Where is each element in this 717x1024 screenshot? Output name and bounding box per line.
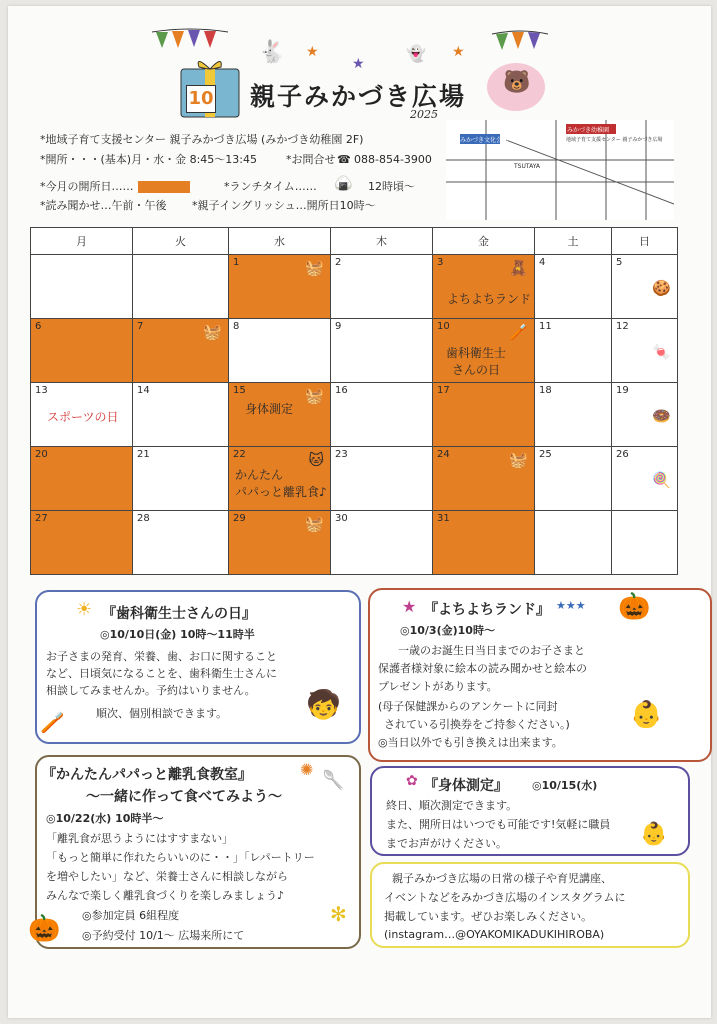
calendar-event: スポーツの日 <box>47 410 119 424</box>
map-label-right: みかづき幼稚園 <box>567 127 610 134</box>
shintai-title: 『身体測定』 <box>424 778 508 794</box>
info-contact-label: *お問合せ <box>286 153 336 166</box>
calendar-week <box>31 319 678 383</box>
weekday-6: 日 <box>612 228 678 255</box>
day-number: 26 <box>616 449 629 460</box>
weekday-2: 水 <box>229 228 331 255</box>
rinyu-line: 「もっと簡単に作れたらいいのに・・」「レパートリー <box>46 851 315 864</box>
dental-title: 『歯科衛生士さんの日』 <box>102 606 256 622</box>
info-hours: *開所・・・(基本)月・水・金 8:45〜13:45 <box>40 153 257 166</box>
calendar-day <box>433 511 535 575</box>
day-number: 14 <box>137 385 150 396</box>
weekday-3: 木 <box>331 228 433 255</box>
calendar-day <box>31 255 133 319</box>
day-number: 15 <box>233 385 246 396</box>
rinyu-title: 『かんたんパパっと離乳食教室』 <box>42 767 252 783</box>
calendar-event: よちよちランド <box>447 292 532 306</box>
calendar-day <box>535 383 612 447</box>
dental-line: お子さまの発育、栄養、歯、お口に関すること <box>46 650 277 663</box>
bear-face-icon: 🐻 <box>503 70 531 95</box>
child-icon: 🧒 <box>306 688 341 721</box>
bunting-right-icon <box>490 28 550 68</box>
calendar-day <box>433 255 535 319</box>
calendar-day <box>31 319 133 383</box>
calendar-day <box>31 511 133 575</box>
map-sublabel-right: 地域子育て支援センター 親子みかづき広場 <box>566 137 663 143</box>
day-number: 9 <box>335 321 342 332</box>
day-illustration-icon: 🍭 <box>652 471 671 489</box>
day-number: 31 <box>437 513 450 524</box>
calendar-day <box>331 319 433 383</box>
day-number: 10 <box>437 321 450 332</box>
shintai-line: 終日、順次測定できます。 <box>386 799 518 812</box>
day-illustration-icon: 🐱 <box>308 451 324 469</box>
year: 2025 <box>410 108 438 121</box>
calendar-week <box>31 447 678 511</box>
yochiyochi-title: 『よちよちランド』 <box>424 602 550 618</box>
rinyu-subtitle: 〜一緒に作って食べてみよう〜 <box>86 789 282 805</box>
weekday-5: 土 <box>535 228 612 255</box>
sun-icon: ☀ <box>76 599 93 620</box>
calendar-day <box>535 255 612 319</box>
instagram-handle[interactable]: (instagram…@OYAKOMIKADUKIHIROBA) <box>384 928 605 941</box>
star-icon: ★ <box>452 44 465 60</box>
rinyu-line: を増やしたい」など、栄養士さんに相談しながら <box>46 870 288 883</box>
day-illustration-icon: 🧺 <box>203 323 222 341</box>
day-number: 29 <box>233 513 246 524</box>
info-open-days: *今月の開所日…… <box>40 179 190 195</box>
calendar-week <box>31 383 678 447</box>
info-reading: *読み聞かせ…午前・午後 <box>40 199 167 212</box>
day-number: 19 <box>616 385 629 396</box>
yochiyochi-line: 一歳のお誕生日当日までのお子さまと <box>398 644 585 657</box>
rinyu-date: ◎10/22(水) 10時半〜 <box>46 812 164 825</box>
calendar-week <box>31 255 678 319</box>
day-illustration-icon: 🧺 <box>305 259 324 277</box>
calendar-day <box>433 319 535 383</box>
calendar-event: かんたん パパっと離乳食♪ <box>235 468 327 499</box>
calendar-day <box>331 447 433 511</box>
info-english: *親子イングリッシュ…開所日10時〜 <box>192 199 376 212</box>
info-lunch-time: 12時頃〜 <box>368 180 415 193</box>
calendar-day <box>612 383 678 447</box>
baby-reading-icon: 👶 <box>630 700 663 730</box>
day-number: 1 <box>233 257 240 268</box>
rinyu-line: 「離乳食が思うようにはすすまない」 <box>46 832 234 845</box>
yochiyochi-line: (母子保健課からのアンケートに同封 <box>378 700 558 713</box>
day-number: 30 <box>335 513 348 524</box>
dental-line: 順次、個別相談できます。 <box>96 707 228 720</box>
day-number: 22 <box>233 449 246 460</box>
calendar-day <box>535 319 612 383</box>
calendar-day <box>31 383 133 447</box>
day-illustration-icon: 🍪 <box>652 279 671 297</box>
calendar-event: 歯科衛生士 さんの日 <box>445 346 506 377</box>
calendar-week <box>31 511 678 575</box>
day-illustration-icon: 🪥 <box>509 323 528 341</box>
pumpkin-icon: 🎃 <box>28 914 61 944</box>
ghost-icon: 👻 <box>406 44 426 63</box>
shintai-line: までお声がけください。 <box>386 837 507 850</box>
day-number: 23 <box>335 449 348 460</box>
star-icon: ★ <box>352 56 365 72</box>
day-number: 7 <box>137 321 144 332</box>
day-illustration-icon: 🍩 <box>652 407 671 425</box>
day-number: 8 <box>233 321 240 332</box>
calendar-day <box>31 447 133 511</box>
map-road-label: TSUTAYA <box>514 163 541 170</box>
day-number: 25 <box>539 449 552 460</box>
instagram-line: 掲載しています。ぜひお楽しみください。 <box>384 910 593 923</box>
calendar-grid <box>30 227 678 575</box>
calendar-day <box>229 383 331 447</box>
calendar-day <box>229 447 331 511</box>
rinyu-line: ◎参加定員 6組程度 <box>82 909 180 922</box>
sparkle-icon: ✺ <box>300 760 314 779</box>
phone-icon: ☎ <box>337 153 351 166</box>
weekday-4: 金 <box>433 228 535 255</box>
day-number: 28 <box>137 513 150 524</box>
calendar-day <box>133 319 229 383</box>
baby-crawl-icon: 👶 <box>640 822 668 847</box>
page-title: 親子みかづき広場 <box>250 82 467 111</box>
info-phone: 088-854-3900 <box>354 153 432 166</box>
stars-icon: ★★★ <box>556 599 586 612</box>
sparkle-icon: ✻ <box>330 902 347 926</box>
day-number: 3 <box>437 257 444 268</box>
star-icon: ★ <box>306 44 319 60</box>
day-illustration-icon: 🧸 <box>509 259 528 277</box>
calendar-day <box>612 319 678 383</box>
calendar-day <box>229 319 331 383</box>
day-number: 21 <box>137 449 150 460</box>
calendar-day <box>331 511 433 575</box>
lunch-icon: 🍙 <box>334 174 353 192</box>
yochiyochi-line: されている引換券をご持参ください。) <box>384 718 570 731</box>
calendar-day <box>433 383 535 447</box>
weekday-0: 月 <box>31 228 133 255</box>
yochiyochi-line: ◎当日以外でも引き換えは出来ます。 <box>378 736 563 749</box>
map-label-left: みかづき文化会館 <box>460 137 509 144</box>
yochiyochi-date: ◎10/3(金)10時〜 <box>400 624 495 637</box>
dental-line: など、日頃気になることを、歯科衛生士さんに <box>46 667 277 680</box>
day-number: 17 <box>437 385 450 396</box>
day-number: 24 <box>437 449 450 460</box>
calendar-day <box>133 447 229 511</box>
shintai-date: ◎10/15(水) <box>532 779 598 792</box>
rinyu-line: みんなで楽しく離乳食づくりを楽しみましょう♪ <box>46 889 285 902</box>
day-number: 27 <box>35 513 48 524</box>
day-number: 4 <box>539 257 546 268</box>
instagram-line: イベントなどをみかづき広場のインスタグラムに <box>384 891 626 904</box>
yochiyochi-line: プレゼントがあります。 <box>378 680 498 693</box>
day-number: 2 <box>335 257 342 268</box>
flower-icon: ✿ <box>406 773 418 789</box>
open-day-swatch <box>138 181 190 193</box>
day-illustration-icon: 🧺 <box>305 515 324 533</box>
day-illustration-icon: 🍬 <box>652 343 671 361</box>
day-number: 6 <box>35 321 42 332</box>
info-lunch: *ランチタイム…… <box>224 180 317 193</box>
day-number: 18 <box>539 385 552 396</box>
day-number: 16 <box>335 385 348 396</box>
calendar-day <box>612 511 678 575</box>
day-number: 5 <box>616 257 623 268</box>
star-icon: ★ <box>402 597 417 616</box>
calendar-day <box>133 255 229 319</box>
rabbit-icon: 🐇 <box>258 40 286 65</box>
day-number: 11 <box>539 321 552 332</box>
day-number: 13 <box>35 385 48 396</box>
day-number: 20 <box>35 449 48 460</box>
calendar-day <box>229 511 331 575</box>
calendar-event: 身体測定 <box>245 402 294 416</box>
calendar-day <box>612 255 678 319</box>
calendar-day <box>535 447 612 511</box>
calendar-day <box>133 383 229 447</box>
calendar-day <box>229 255 331 319</box>
calendar-day <box>433 447 535 511</box>
dental-date: ◎10/10日(金) 10時〜11時半 <box>100 628 255 641</box>
info-center: *地域子育て支援センター 親子みかづき広場 (みかづき幼稚園 2F) <box>40 133 364 146</box>
rinyu-line: ◎予約受付 10/1〜 広場来所にて <box>82 929 245 942</box>
dental-line: 相談してみませんか。予約はいりません。 <box>46 684 256 697</box>
month-badge: 10 <box>186 85 216 113</box>
day-illustration-icon: 🧺 <box>305 387 324 405</box>
shintai-line: また、開所日はいつでも可能です!気軽に職員 <box>386 818 611 831</box>
day-number: 12 <box>616 321 629 332</box>
yochiyochi-line: 保護者様対象に絵本の読み聞かせと絵本の <box>378 662 587 675</box>
calendar-day <box>535 511 612 575</box>
weekday-header <box>31 228 678 255</box>
calendar-day <box>331 255 433 319</box>
whisk-icon: 🥄 <box>322 770 345 791</box>
toothbrush-cup-icon: 🪥 <box>40 710 65 734</box>
instagram-line: 親子みかづき広場の日常の様子や育児講座、 <box>392 872 612 885</box>
calendar-day <box>331 383 433 447</box>
calendar-day <box>612 447 678 511</box>
day-illustration-icon: 🧺 <box>509 451 528 469</box>
calendar-day <box>133 511 229 575</box>
pumpkin-icon: 🎃 <box>618 592 651 622</box>
weekday-1: 火 <box>133 228 229 255</box>
